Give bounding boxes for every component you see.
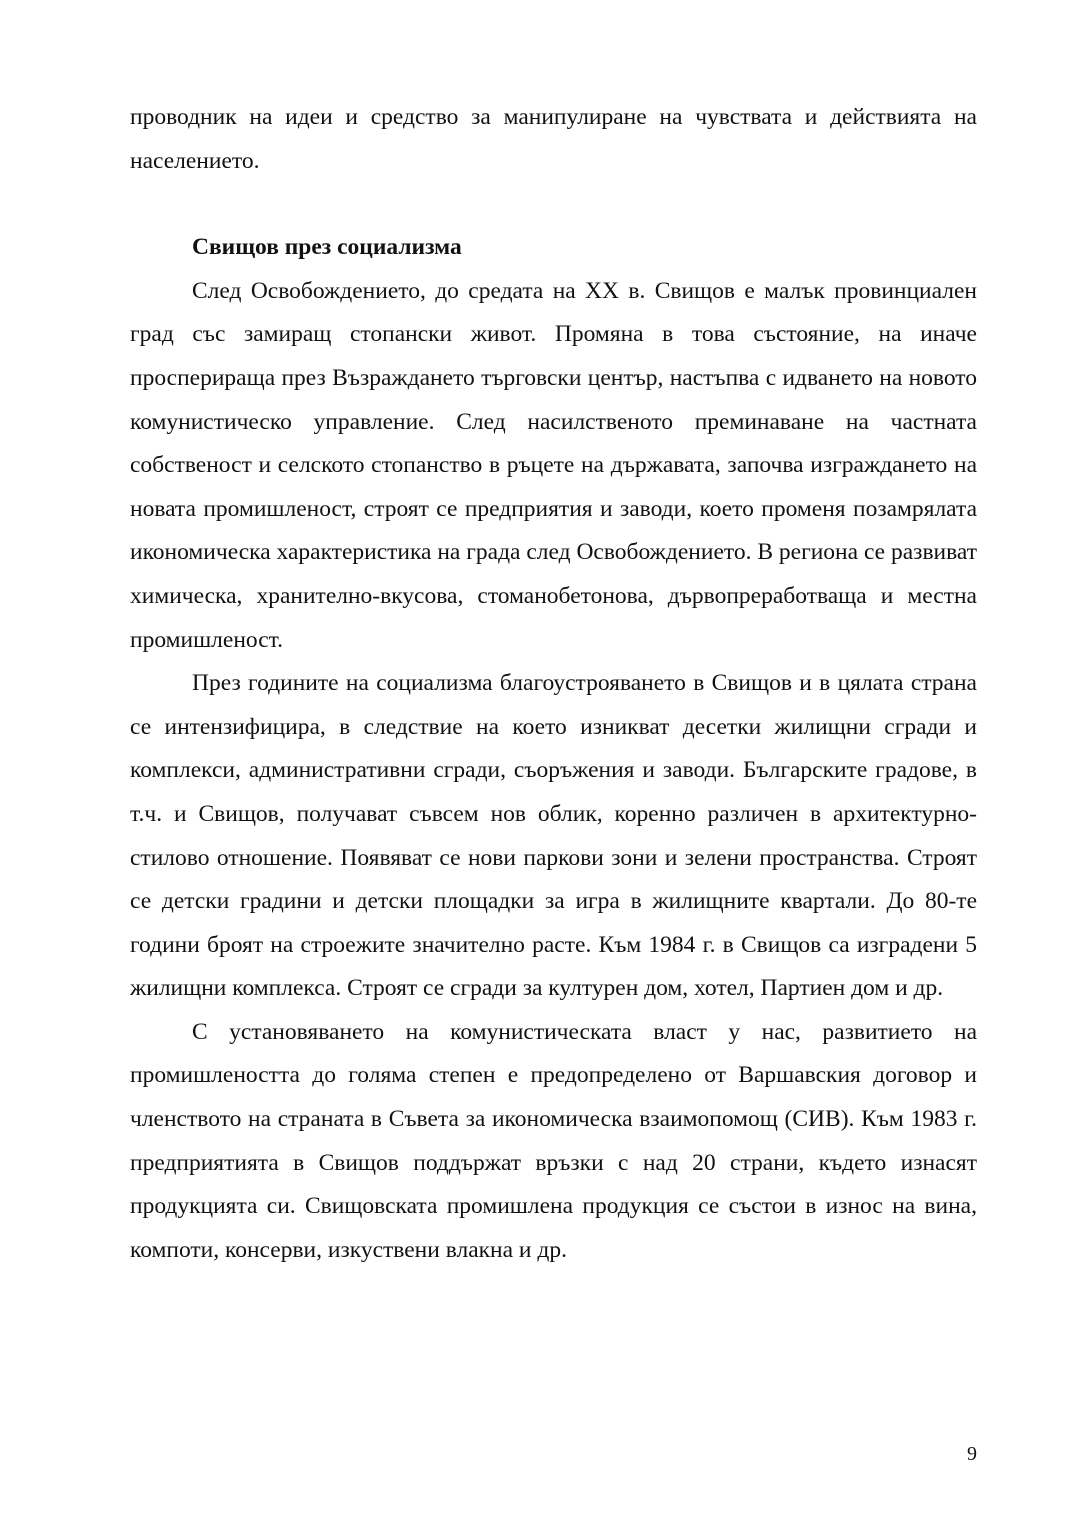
paragraph-3: С установяването на комунистическата власт у нас, развитието на промишлеността до голяма степен е предопределено от Варшавския договор и членството на страната в Съвета за икономическа взаимопомощ (СИВ). Към 1983 г. предприятията в Свищов поддържат връзки с над 20 страни, където изнасят продукцията си. Свищовската промишлена продукция се състои в износ на вина, компоти, консерви, изкуствени влакна и др. bbox=[130, 1018, 977, 1263]
paragraph-1: След Освобождението, до средата на XX в. Свищов е малък провинциален град със замиращ стопански живот. Промяна в това състояние, на иначе просперираща през Възраждането търговски център, настъпва с идването на новото комунистическо управление. След насилственото преминаване на частната собственост и селското стопанство в ръцете на държавата, започва изграждането на новата промишленост, строят се предприятия и заводи, което променя позамрялата икономическа характеристика на града след Освобождението. В региона се развиват химическа, хранително-вкусова, стоманобетонова, дървопреработваща и местна промишленост. bbox=[130, 277, 977, 653]
section-heading: Свищов през социализма bbox=[192, 234, 462, 261]
page-number: 9 bbox=[967, 1443, 977, 1465]
paragraph-2: През годините на социализма благоустрояването в Свищов и в цялата страна се интензифицира, в следствие на което изникват десетки жилищни сгради и комплекси, административни сгради, съоръжения и заводи. Българските градове, в т.ч. и Свищов, получават съвсем нов облик, коренно различен в архитектурно-стилово отношение. Появяват се нови паркови зони и зелени пространства. Строят се детски градини и детски площадки за игра в жилищните квартали. До 80-те години броят на строежите значително расте. Към 1984 г. в Свищов са изградени 5 жилищни комплекса. Строят се сгради за културен дом, хотел, Партиен дом и др. bbox=[130, 670, 977, 1002]
document-page bbox=[130, 96, 977, 1272]
continued-paragraph: проводник на идеи и средство за манипулиране на чувствата и действията на населението. bbox=[130, 104, 977, 174]
